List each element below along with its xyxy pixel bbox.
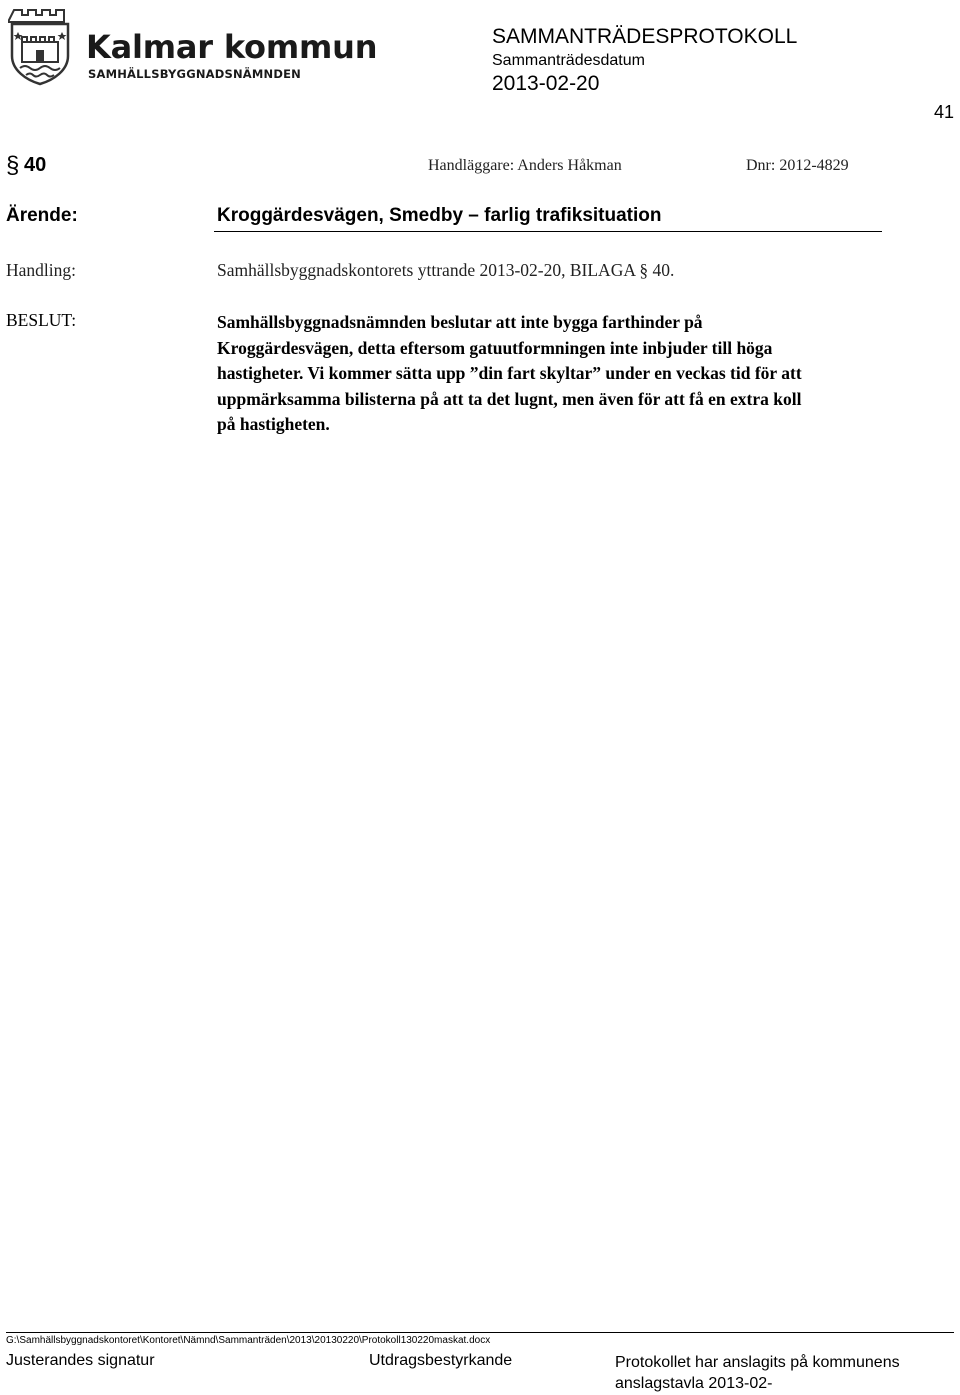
decision-line: Samhällsbyggnadsnämnden beslutar att inte bygga farthinder på [217,312,703,332]
footer-posted-line: Protokollet har anslagits på kommunens [615,1354,900,1371]
department-name: SAMHÄLLSBYGGNADSNÄMNDEN [88,67,302,81]
file-path: G:\Samhällsbyggnadskontoret\Kontoret\Nämnd\Sammanträden\2013\20130220\Protokoll130220maskat.docx [6,1335,491,1346]
footer-divider [6,1332,954,1333]
case-handler: Handläggare: Anders Håkman [428,157,622,174]
title-underline [214,231,882,232]
decision-line: Kroggärdesvägen, detta eftersom gatuutformningen inte inbjuder till höga [217,337,773,358]
decision-label: BESLUT: [6,310,77,330]
arende-title: Kroggärdesvägen, Smedby – farlig trafiksituation [217,205,662,226]
organization-name: Kalmar kommun [86,28,378,66]
paragraph-sign: § [6,152,20,179]
decision-text [217,310,957,438]
section-number: 40 [24,154,47,176]
footer-posted-notice [615,1352,900,1394]
page-number: 41 [933,102,954,122]
decision-line: hastigheter. Vi kommer sätta upp ”din fart skyltar” under en veckas tid för att [217,363,802,383]
registration-number: Dnr: 2012-4829 [746,157,849,174]
footer-extract-label: Utdragsbestyrkande [369,1352,513,1369]
footer-posted-line: anslagstavla 2013-02- [615,1375,773,1392]
document-type: SAMMANTRÄDESPROTOKOLL [492,25,798,48]
arende-label: Ärende: [6,205,78,226]
meeting-date-value: 2013-02-20 [492,72,600,95]
decision-line: på hastigheten. [217,414,330,434]
coat-of-arms-icon [8,6,72,86]
meeting-date-label: Sammanträdesdatum [492,52,645,69]
handling-label: Handling: [6,260,76,280]
decision-line: uppmärksamma bilisterna på att ta det lugnt, men även för att få en extra koll [217,388,802,409]
footer-signature-label: Justerandes signatur [6,1352,155,1369]
handling-text: Samhällsbyggnadskontorets yttrande 2013-02-20, BILAGA § 40. [217,260,675,280]
